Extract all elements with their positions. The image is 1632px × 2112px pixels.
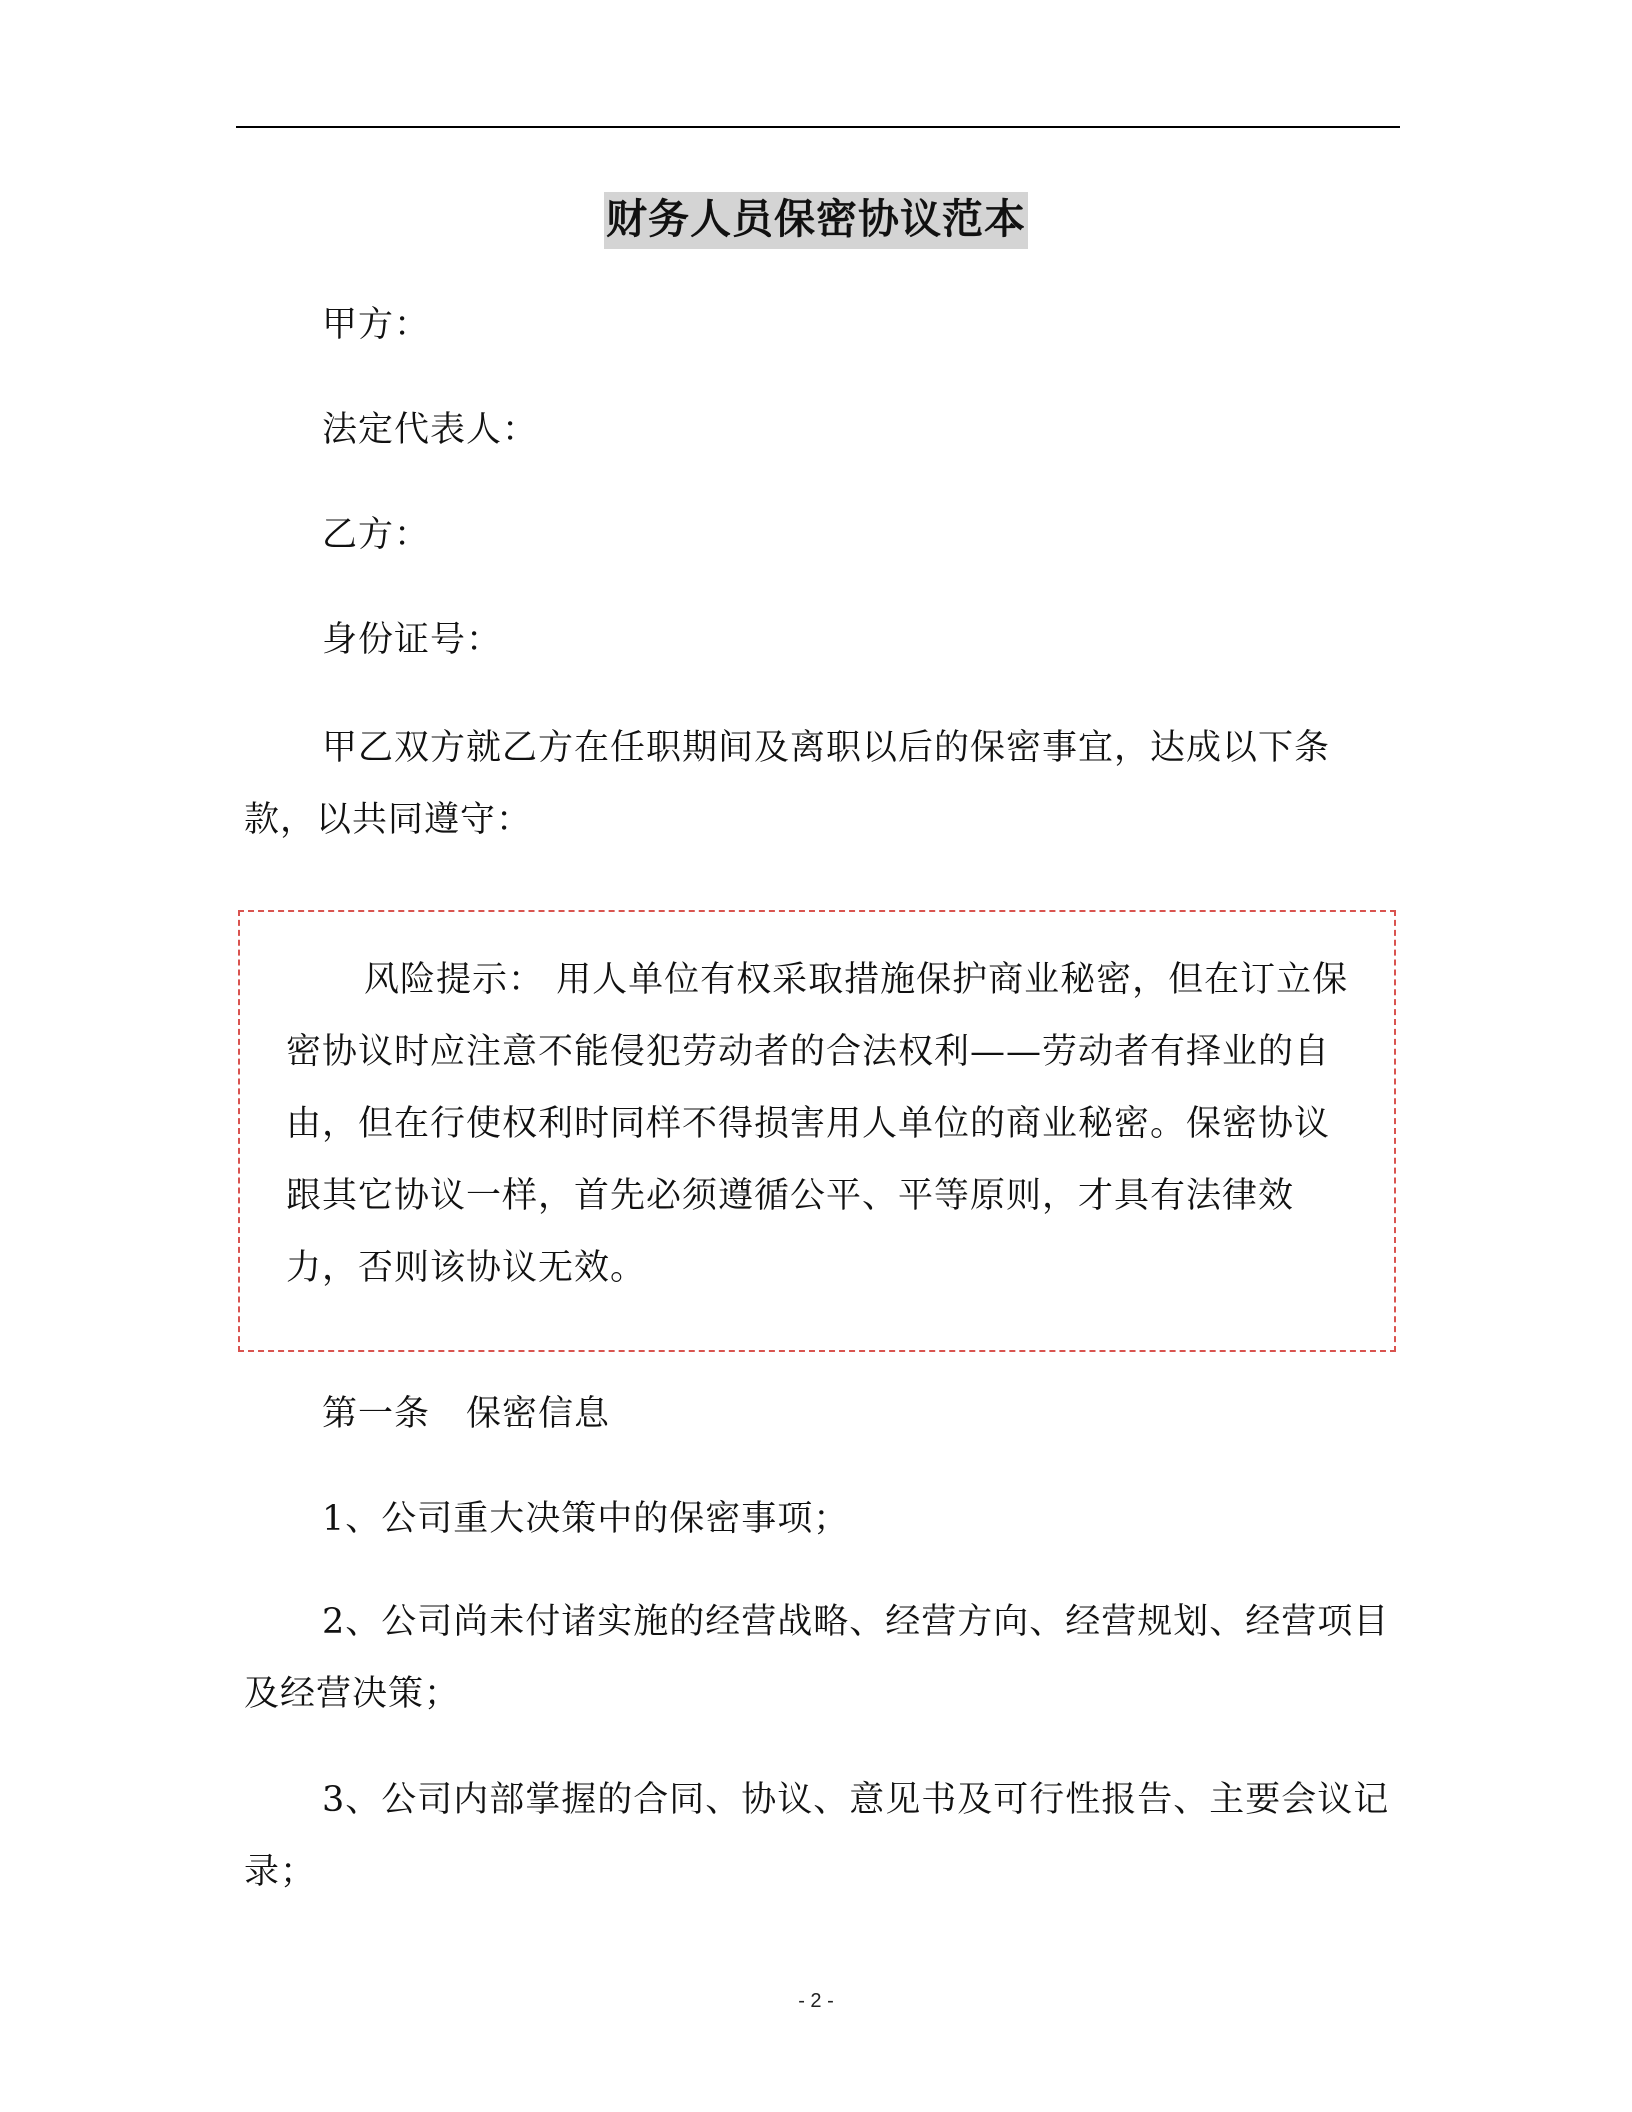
article-1-heading: 第一条 保密信息	[322, 1394, 611, 1434]
list-item: 2、公司尚未付诸实施的经营战略、经营方向、经营规划、经营项目及经营决策；	[244, 1602, 1390, 1714]
legal-representative-field: 法定代表人：	[322, 410, 539, 450]
id-number-field: 身份证号：	[322, 620, 503, 660]
risk-notice-text: 风险提示： 用人单位有权采取措施保护商业秘密，但在订立保密协议时应注意不能侵犯劳动者的合法权利——劳动者有择业的自由，但在行使权利时同样不得损害用人单位的商业秘密。保密协议跟其它协议一样，首先必须遵循公平、平等原则，才具有法律效力，否则该协议无效。	[286, 960, 1349, 1288]
page-number: - 2 -	[798, 1990, 834, 2012]
intro-paragraph: 甲乙双方就乙方在任职期间及离职以后的保密事宜，达成以下条款，以共同遵守：	[244, 728, 1331, 840]
party-a-field: 甲方：	[322, 305, 431, 345]
header-rule	[236, 126, 1400, 128]
title-container	[0, 192, 1632, 249]
document-title: 财务人员保密协议范本	[604, 192, 1028, 249]
list-item: 1、公司重大决策中的保密事项；	[322, 1499, 850, 1539]
list-item: 3、公司内部掌握的合同、协议、意见书及可行性报告、主要会议记录；	[244, 1780, 1390, 1892]
risk-notice-box	[238, 910, 1396, 1352]
party-b-field: 乙方：	[322, 515, 431, 555]
